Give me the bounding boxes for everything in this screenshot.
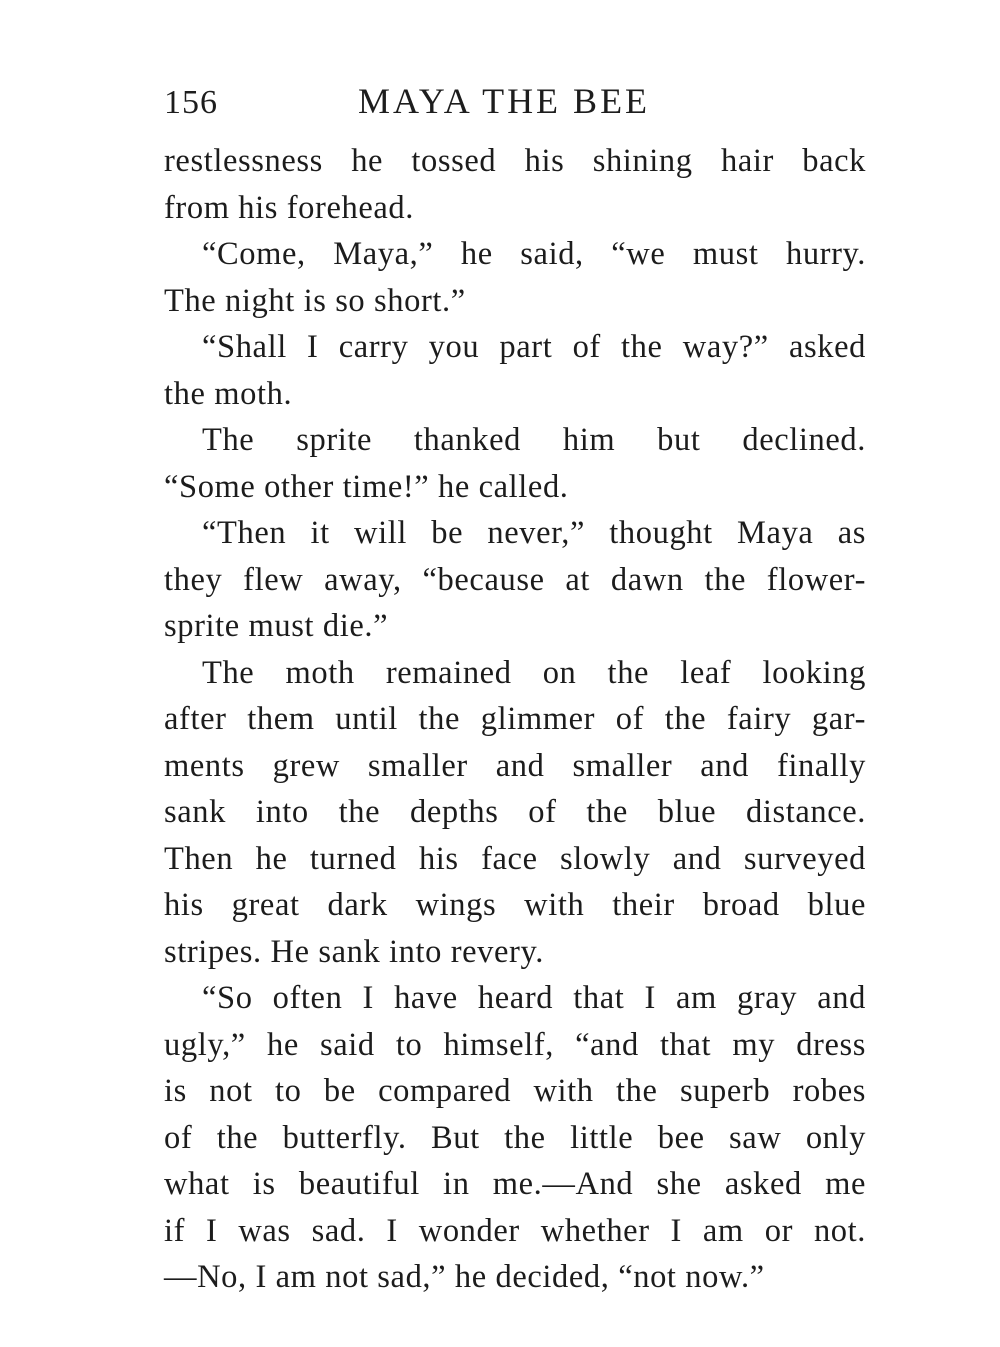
text-line: what is beautiful in me.—And she asked me [164, 1166, 866, 1202]
text-line: they flew away, “because at dawn the flower- [164, 561, 866, 598]
text-line: “Come, Maya,” he said, “we must hurry. [202, 236, 866, 272]
text-line: his great dark wings with their broad blue [164, 887, 866, 923]
text-line: “So often I have heard that I am gray and [202, 980, 866, 1016]
page-header [164, 80, 864, 130]
page-number: 156 [164, 84, 218, 121]
text-line: The night is so short.” [164, 282, 466, 319]
text-line: ments grew smaller and smaller and finally [164, 747, 866, 784]
text-line: “Shall I carry you part of the way?” asked [202, 329, 866, 365]
text-line: from his forehead. [164, 189, 414, 226]
text-line: Then he turned his face slowly and surveyed [164, 840, 866, 877]
text-line: ugly,” he said to himself, “and that my dress [164, 1026, 866, 1063]
text-line: “Some other time!” he called. [164, 468, 569, 505]
text-line: after them until the glimmer of the fairy gar- [164, 701, 866, 737]
text-line: restlessness he tossed his shining hair back [164, 143, 866, 179]
text-line: if I was sad. I wonder whether I am or not. [164, 1212, 866, 1249]
text-line: sprite must die.” [164, 608, 389, 644]
text-line: “Then it will be never,” thought Maya as [202, 515, 866, 551]
text-line: the moth. [164, 375, 293, 412]
text-line: The moth remained on the leaf looking [202, 654, 866, 691]
running-title: MAYA THE BEE [358, 81, 651, 121]
body-text [164, 138, 866, 1301]
text-line: The sprite thanked him but declined. [202, 422, 866, 458]
text-line: —No, I am not sad,” he decided, “not now.” [164, 1259, 765, 1295]
text-line: sank into the depths of the blue distance. [164, 794, 866, 830]
text-line: of the butterfly. But the little bee saw only [164, 1119, 866, 1156]
text-line: is not to be compared with the superb robes [164, 1073, 866, 1109]
text-line: stripes. He sank into revery. [164, 933, 544, 970]
